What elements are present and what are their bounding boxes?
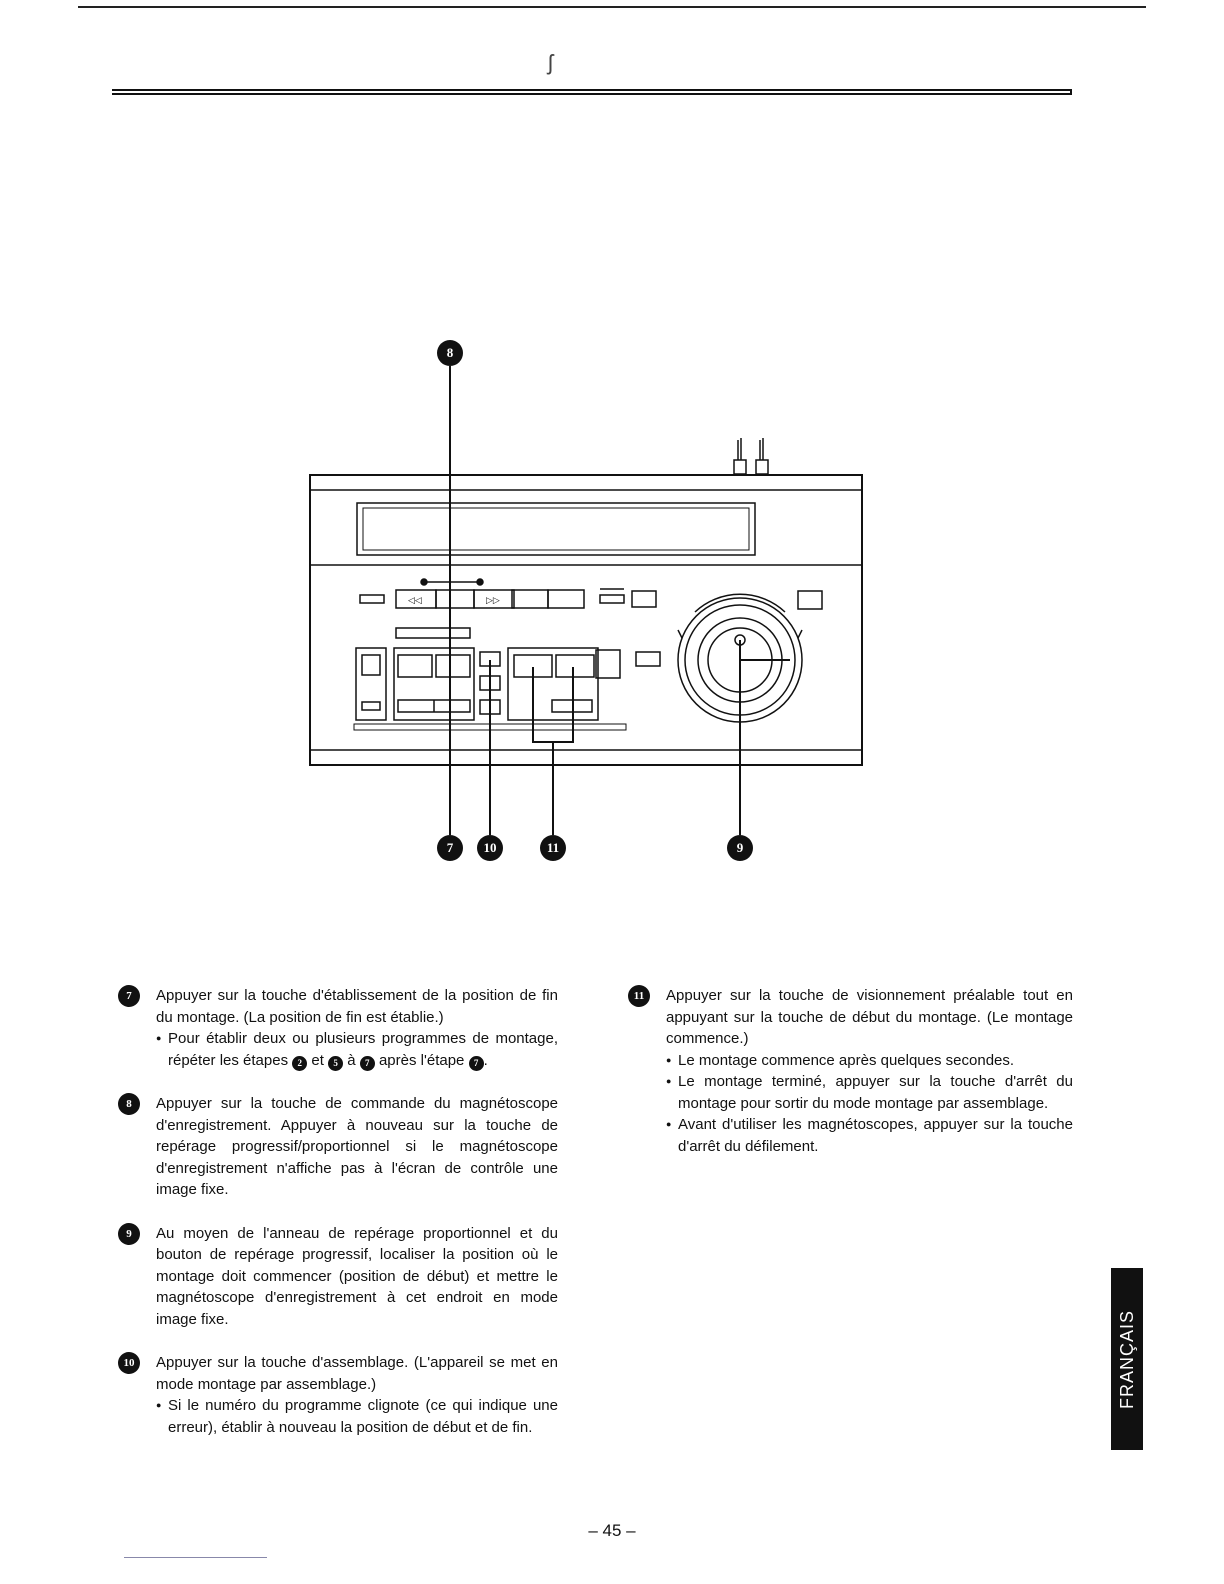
step-8-text: Appuyer sur la touche de commande du magnétoscope d'enregistrement. Appuyer à nouveau sur la touche de repérage progressif/proportionnel si le magnétoscope d'enregistrement n'affiche pas à l'écran de contrôle une image fixe. xyxy=(156,1095,558,1198)
step-9 xyxy=(118,1223,558,1331)
btn-side xyxy=(596,650,620,678)
plug-left xyxy=(734,460,746,474)
callout-8: 8 xyxy=(437,340,463,366)
step-8 xyxy=(118,1093,558,1201)
step-7-bullet: ● Pour établir deux ou plusieurs programmes de montage, répéter les étapes 2 et 5 à 7 après l'étape 7 . xyxy=(156,1028,558,1071)
btn-small-right xyxy=(636,652,660,666)
svg-text:◁◁: ◁◁ xyxy=(408,595,422,605)
step-number-8: 8 xyxy=(118,1093,140,1115)
top-rule xyxy=(78,6,1146,8)
btn-jog xyxy=(436,590,474,608)
btn-assemble-wide xyxy=(396,628,470,638)
controller-illustration xyxy=(300,330,900,870)
callout-10: 10 xyxy=(477,835,503,861)
step-number-10: 10 xyxy=(118,1352,140,1374)
step-7-text: Appuyer sur la touche d'établissement de la position de fin du montage. (La position de fin est établie.) xyxy=(156,987,558,1026)
step-11-bullet-1: ● Le montage commence après quelques secondes. xyxy=(666,1050,1073,1072)
editing-controller-diagram xyxy=(300,330,900,870)
step-9-text: Au moyen de l'anneau de repérage proportionnel et du bouton de repérage progressif, localiser la position où le montage doit commencer (position de début) et mettre le magnétoscope d'enregistrement à cet endroit en mode image fixe. xyxy=(156,1224,558,1328)
left-panel xyxy=(356,648,386,720)
step-11-bullet-3: ● Avant d'utiliser les magnétoscopes, appuyer sur la touche d'arrêt du défilement. xyxy=(666,1114,1073,1157)
steps-right-column xyxy=(628,985,1073,1179)
step-11-bullet-2: ● Le montage terminé, appuyer sur la touche d'arrêt du montage pour sortir du mode montage par assemblage. xyxy=(666,1071,1073,1114)
btn-pause xyxy=(512,590,548,608)
step-10-text: Appuyer sur la touche d'assemblage. (L'appareil se met en mode montage par assemblage.) xyxy=(156,1354,558,1393)
language-tab-label: FRANÇAIS xyxy=(1116,1309,1137,1409)
callout-11: 11 xyxy=(540,835,566,861)
step-number-9: 9 xyxy=(118,1223,140,1245)
steps-left-column xyxy=(118,985,558,1460)
btn-right-top xyxy=(798,591,822,609)
step-7 xyxy=(118,985,558,1071)
language-tab xyxy=(1111,1268,1143,1450)
display-window xyxy=(357,503,755,555)
header-bar xyxy=(112,89,1072,95)
callout-7: 7 xyxy=(437,835,463,861)
preview-panel xyxy=(508,648,598,720)
plug-right xyxy=(756,460,768,474)
ref-step-2: 2 xyxy=(292,1056,307,1071)
bottom-rule xyxy=(124,1557,267,1558)
svg-text:▷▷: ▷▷ xyxy=(486,595,500,605)
header-mark: ʃ xyxy=(548,50,553,75)
device-body xyxy=(310,475,862,765)
btn-eject xyxy=(600,595,624,603)
page-number: – 45 – xyxy=(588,1521,636,1540)
btn-square xyxy=(632,591,656,607)
ref-step-7b: 7 xyxy=(469,1056,484,1071)
btn-stop xyxy=(548,590,584,608)
callout-9: 9 xyxy=(727,835,753,861)
step-10 xyxy=(118,1352,558,1438)
step-number-7: 7 xyxy=(118,985,140,1007)
step-number-11: 11 xyxy=(628,985,650,1007)
ref-step-5: 5 xyxy=(328,1056,343,1071)
step-11-text: Appuyer sur la touche de visionnement préalable tout en appuyant sur la touche de début du montage. (Le montage commence.) xyxy=(666,987,1073,1047)
step-10-bullet: ● Si le numéro du programme clignote (ce qui indique une erreur), établir à nouveau la position de début et de fin. xyxy=(156,1395,558,1438)
step-11 xyxy=(628,985,1073,1157)
btn-small-left xyxy=(360,595,384,603)
ref-step-7: 7 xyxy=(360,1056,375,1071)
